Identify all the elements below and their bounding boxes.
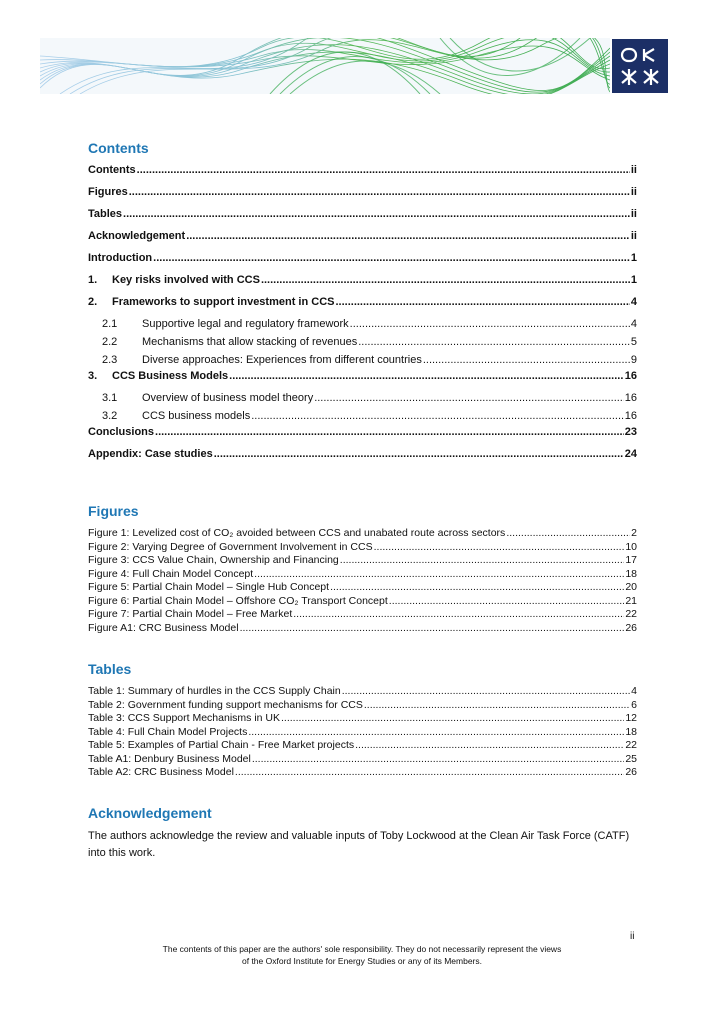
toc-entry[interactable] xyxy=(88,391,637,405)
toc-entry-label: Supportive legal and regulatory framework xyxy=(142,318,349,330)
figures-heading: Figures xyxy=(88,503,139,519)
figure-entry[interactable] xyxy=(88,568,637,580)
toc-leader-dots xyxy=(423,353,630,367)
footer-disclaimer xyxy=(100,943,624,967)
table-leader-dots xyxy=(248,726,624,738)
table-entry[interactable] xyxy=(88,712,637,724)
table-entry[interactable] xyxy=(88,726,637,738)
figure-entry[interactable] xyxy=(88,595,637,607)
toc-entry-number: 1. xyxy=(88,274,98,286)
toc-leader-dots xyxy=(261,273,630,287)
toc-entry[interactable] xyxy=(88,447,637,461)
figure-leader-dots xyxy=(374,541,625,553)
toc-entry[interactable] xyxy=(88,335,637,349)
toc-leader-dots xyxy=(350,317,630,331)
toc-entry-label: Conclusions xyxy=(88,426,155,438)
toc-entry-page: 9 xyxy=(630,354,637,366)
toc-entry[interactable] xyxy=(88,317,637,331)
toc-entry-label: Appendix: Case studies xyxy=(88,448,213,460)
toc-entry-label: Introduction xyxy=(88,252,153,264)
acknowledgement-text: The authors acknowledge the review and valuable inputs of Toby Lockwood at the Clean Air Task Force (CATF) into this work. xyxy=(88,830,630,859)
table-entry-label: Table A2: CRC Business Model xyxy=(88,766,234,778)
table-entry-page: 18 xyxy=(625,725,637,738)
figure-entry[interactable] xyxy=(88,527,637,539)
toc-entry-page: 1 xyxy=(630,274,637,286)
toc-entry[interactable] xyxy=(88,273,637,287)
toc-entry-page: 16 xyxy=(624,410,637,422)
figure-leader-dots xyxy=(389,595,625,607)
table-leader-dots xyxy=(281,712,624,724)
table-entry-label: Table 3: CCS Support Mechanisms in UK xyxy=(88,712,280,724)
toc-entry-label: Tables xyxy=(88,208,123,220)
toc-entry-page: 4 xyxy=(630,296,637,308)
table-leader-dots xyxy=(252,753,624,765)
table-leader-dots xyxy=(342,685,630,697)
figure-entry-label: Figure 7: Partial Chain Model – Free Market xyxy=(88,608,293,620)
toc-leader-dots xyxy=(153,251,630,265)
figure-entry[interactable] xyxy=(88,622,637,634)
table-leader-dots xyxy=(355,739,624,751)
toc-entry-label: CCS Business Models xyxy=(112,370,229,382)
toc-entry-label: Key risks involved with CCS xyxy=(112,274,260,286)
toc-entry-label: Overview of business model theory xyxy=(142,392,314,404)
table-entry-page: 6 xyxy=(631,698,637,711)
figure-entry[interactable] xyxy=(88,608,637,620)
toc-entry-number: 3. xyxy=(88,370,98,382)
toc-entry-page: ii xyxy=(630,164,637,176)
toc-entry-number: 2.3 xyxy=(102,354,118,366)
toc-entry[interactable] xyxy=(88,409,637,423)
table-leader-dots xyxy=(235,766,624,778)
page-number: ii xyxy=(630,931,635,942)
toc-entry-page: ii xyxy=(630,186,637,198)
figure-entry-label: Figure A1: CRC Business Model xyxy=(88,621,239,634)
toc-entry-page: 16 xyxy=(624,392,637,404)
toc-entry-page: 16 xyxy=(624,370,637,382)
table-entry-page: 4 xyxy=(631,685,637,697)
table-entry-label: Table 1: Summary of hurdles in the CCS Supply Chain xyxy=(88,685,341,697)
toc-entry-page: 1 xyxy=(630,252,637,264)
figure-entry-label: Figure 5: Partial Chain Model – Single Hub Concept xyxy=(88,581,330,593)
figure-leader-dots xyxy=(254,568,624,580)
table-leader-dots xyxy=(364,699,630,711)
footer-line-1: The contents of this paper are the authors' sole responsibility. They do not necessarily represent the views xyxy=(162,944,562,954)
table-entry-page: 22 xyxy=(625,739,637,751)
footer-line-2: of the Oxford Institute for Energy Studies or any of its Members. xyxy=(242,956,482,966)
figure-entry[interactable] xyxy=(88,541,637,553)
table-entry[interactable] xyxy=(88,739,637,751)
contents-heading: Contents xyxy=(88,140,149,156)
figure-entry-label: Figure 6: Partial Chain Model – Offshore CO₂ Transport Concept xyxy=(88,594,388,607)
table-entry[interactable] xyxy=(88,753,637,765)
toc-entry-number: 3.2 xyxy=(102,410,118,422)
table-entry-page: 12 xyxy=(625,712,637,724)
toc-entry-label: Contents xyxy=(88,164,136,176)
toc-leader-dots xyxy=(155,425,624,439)
oxford-institute-logo-icon xyxy=(612,39,668,93)
figure-entry-label: Figure 1: Levelized cost of CO₂ avoided between CCS and unabated route across sectors xyxy=(88,527,506,539)
toc-entry-number: 2.1 xyxy=(102,318,118,330)
table-entry-label: Table 2: Government funding support mechanisms for CCS xyxy=(88,698,363,711)
toc-entry-label: Diverse approaches: Experiences from different countries xyxy=(142,354,422,366)
figure-leader-dots xyxy=(240,622,625,634)
toc-entry-number: 3.1 xyxy=(102,392,118,404)
toc-entry-label: Figures xyxy=(88,186,128,198)
table-entry-page: 25 xyxy=(625,752,637,765)
toc-entry-page: 4 xyxy=(630,318,637,330)
toc-leader-dots xyxy=(123,207,630,221)
figure-leader-dots xyxy=(340,554,625,566)
table-entry-page: 26 xyxy=(625,766,637,778)
figure-leader-dots xyxy=(330,581,624,593)
figure-entry-page: 2 xyxy=(631,527,637,539)
figure-leader-dots xyxy=(293,608,624,620)
table-entry[interactable] xyxy=(88,699,637,711)
toc-entry-label: Mechanisms that allow stacking of revenues xyxy=(142,336,358,348)
toc-leader-dots xyxy=(229,369,624,383)
tables-heading: Tables xyxy=(88,661,132,677)
toc-entry-label: CCS business models xyxy=(142,410,251,422)
toc-entry-page: ii xyxy=(630,208,637,220)
toc-entry-page: ii xyxy=(630,230,637,242)
toc-leader-dots xyxy=(186,229,630,243)
toc-entry[interactable] xyxy=(88,295,637,309)
figure-entry-page: 20 xyxy=(625,581,637,593)
figure-entry-page: 21 xyxy=(625,594,637,607)
figure-entry-page: 10 xyxy=(625,540,637,553)
toc-leader-dots xyxy=(137,163,630,177)
toc-leader-dots xyxy=(129,185,630,199)
acknowledgement-heading: Acknowledgement xyxy=(88,805,212,821)
figure-entry-page: 26 xyxy=(625,621,637,634)
figure-entry[interactable] xyxy=(88,581,637,593)
figure-entry-label: Figure 2: Varying Degree of Government Involvement in CCS xyxy=(88,540,373,553)
toc-leader-dots xyxy=(314,391,624,405)
figure-entry[interactable] xyxy=(88,554,637,566)
figure-entry-label: Figure 4: Full Chain Model Concept xyxy=(88,567,254,580)
toc-entry-label: Acknowledgement xyxy=(88,230,186,242)
toc-leader-dots xyxy=(214,447,624,461)
toc-entry[interactable] xyxy=(88,425,637,439)
toc-entry[interactable] xyxy=(88,207,637,221)
table-entry[interactable] xyxy=(88,766,637,778)
wave-banner xyxy=(40,38,610,94)
figure-entry-label: Figure 3: CCS Value Chain, Ownership and Financing xyxy=(88,554,339,566)
toc-entry[interactable] xyxy=(88,251,637,265)
toc-entry[interactable] xyxy=(88,185,637,199)
toc-entry[interactable] xyxy=(88,229,637,243)
toc-entry-number: 2. xyxy=(88,296,98,308)
toc-entry[interactable] xyxy=(88,163,637,177)
figure-entry-page: 18 xyxy=(625,567,637,580)
toc-leader-dots xyxy=(335,295,629,309)
toc-leader-dots xyxy=(251,409,624,423)
toc-leader-dots xyxy=(358,335,630,349)
toc-entry-page: 5 xyxy=(630,336,637,348)
toc-entry[interactable] xyxy=(88,353,637,367)
table-entry-label: Table 5: Examples of Partial Chain - Free Market projects xyxy=(88,739,355,751)
toc-entry[interactable] xyxy=(88,369,637,383)
figure-leader-dots xyxy=(506,527,630,539)
figure-entry-page: 17 xyxy=(625,554,637,566)
toc-entry-label: Frameworks to support investment in CCS xyxy=(112,296,335,308)
toc-entry-number: 2.2 xyxy=(102,336,118,348)
toc-entry-page: 23 xyxy=(624,426,637,438)
table-entry[interactable] xyxy=(88,685,637,697)
table-entry-label: Table A1: Denbury Business Model xyxy=(88,752,251,765)
toc-entry-page: 24 xyxy=(624,448,637,460)
figure-entry-page: 22 xyxy=(625,608,637,620)
table-entry-label: Table 4: Full Chain Model Projects xyxy=(88,725,248,738)
